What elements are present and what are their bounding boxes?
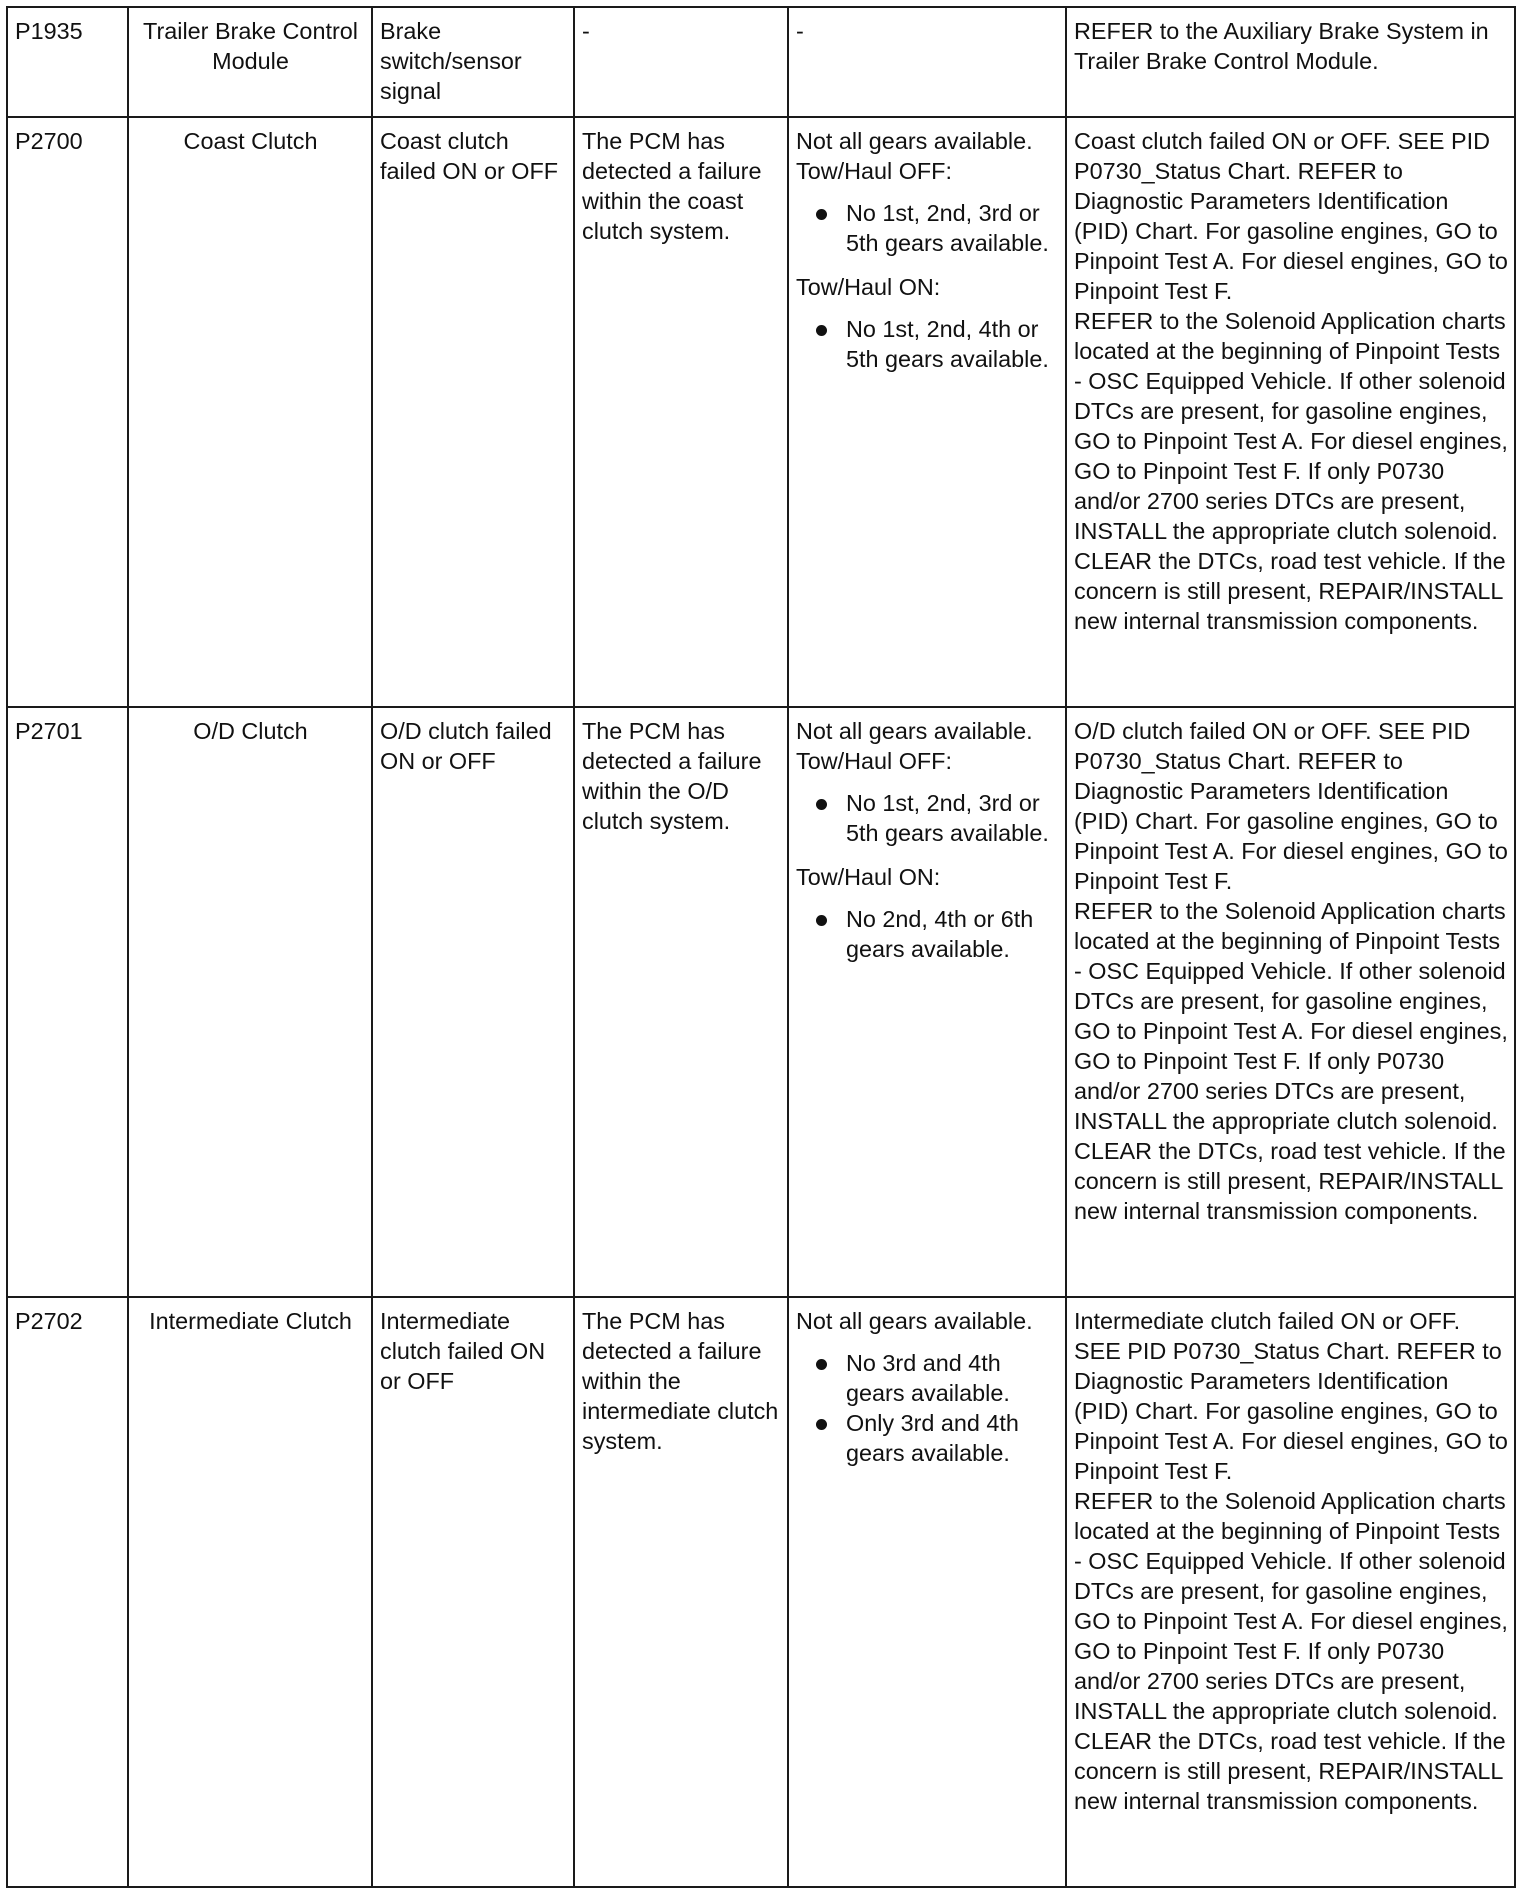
symptom-group-heading: Tow/Haul OFF: [796, 158, 952, 184]
bullet-dot-icon [816, 1359, 827, 1370]
action-paragraph: Coast clutch failed ON or OFF. SEE PID P0730_Status Chart. REFER to Diagnostic Parameters Identification (PID) Chart. For gasoline engines, GO to Pinpoint Test A. For diesel engines, GO to Pinpoint Test F. [1074, 128, 1508, 304]
condition-cell: The PCM has detected a failure within the coast clutch system. [574, 117, 788, 707]
symptom-text: Not all gears available. [796, 1308, 1033, 1334]
action-paragraph: REFER to the Auxiliary Brake System in Trailer Brake Control Module. [1074, 18, 1489, 74]
action-cell [1066, 7, 1515, 117]
table-row-p1935 [7, 7, 1515, 117]
dtc-table [6, 6, 1516, 1888]
symptom-bullet-list [796, 314, 1059, 374]
bullet-text: No 3rd and 4th gears available. [846, 1350, 1010, 1406]
symptom-bullet-list [796, 904, 1059, 964]
action-cell [1066, 1297, 1515, 1887]
list-item [796, 198, 1059, 258]
component-cell: Trailer Brake Control Module [128, 7, 372, 117]
action-paragraph: REFER to the Solenoid Application charts located at the beginning of Pinpoint Tests - OSC Equipped Vehicle. If other solenoid DTCs are present, for gasoline engines, GO to Pinpoint Test A. For diesel engines, GO to Pinpoint Test F. If only P0730 and/or 2700 series DTCs are present, INSTALL the appropriate clutch solenoid. CLEAR the DTCs, road test vehicle. If the concern is still present, REPAIR/INSTALL new internal transmission components. [1074, 898, 1508, 1224]
bullet-text: No 1st, 2nd, 3rd or 5th gears available. [846, 200, 1049, 256]
list-item [796, 1408, 1059, 1468]
description-cell: Intermediate clutch failed ON or OFF [372, 1297, 574, 1887]
list-item [796, 1348, 1059, 1408]
action-paragraph: REFER to the Solenoid Application charts located at the beginning of Pinpoint Tests - OSC Equipped Vehicle. If other solenoid DTCs are present, for gasoline engines, GO to Pinpoint Test A. For diesel engines, GO to Pinpoint Test F. If only P0730 and/or 2700 series DTCs are present, INSTALL the appropriate clutch solenoid. CLEAR the DTCs, road test vehicle. If the concern is still present, REPAIR/INSTALL new internal transmission components. [1074, 308, 1508, 634]
dtc-code-cell: P2701 [7, 707, 128, 1297]
symptom-cell [788, 1297, 1066, 1887]
dtc-code-cell: P1935 [7, 7, 128, 117]
action-cell [1066, 707, 1515, 1297]
bullet-dot-icon [816, 209, 827, 220]
bullet-dot-icon [816, 325, 827, 336]
component-cell: Intermediate Clutch [128, 1297, 372, 1887]
symptom-text: - [796, 18, 804, 44]
symptom-group-heading: Tow/Haul ON: [796, 864, 941, 890]
symptom-cell [788, 7, 1066, 117]
symptom-cell [788, 117, 1066, 707]
action-cell [1066, 117, 1515, 707]
bullet-text: No 1st, 2nd, 3rd or 5th gears available. [846, 790, 1049, 846]
symptom-group-heading: Tow/Haul ON: [796, 274, 941, 300]
condition-cell: The PCM has detected a failure within the intermediate clutch system. [574, 1297, 788, 1887]
symptom-bullet-list [796, 198, 1059, 258]
component-cell: Coast Clutch [128, 117, 372, 707]
condition-cell: The PCM has detected a failure within the O/D clutch system. [574, 707, 788, 1297]
bullet-text: No 1st, 2nd, 4th or 5th gears available. [846, 316, 1049, 372]
dtc-code-cell: P2700 [7, 117, 128, 707]
list-item [796, 314, 1059, 374]
action-paragraph: O/D clutch failed ON or OFF. SEE PID P0730_Status Chart. REFER to Diagnostic Parameters Identification (PID) Chart. For gasoline engines, GO to Pinpoint Test A. For diesel engines, GO to Pinpoint Test F. [1074, 718, 1508, 894]
action-paragraph: Intermediate clutch failed ON or OFF. SEE PID P0730_Status Chart. REFER to Diagnostic Parameters Identification (PID) Chart. For gasoline engines, GO to Pinpoint Test A. For diesel engines, GO to Pinpoint Test F. [1074, 1308, 1508, 1484]
symptom-text: Not all gears available. [796, 718, 1033, 744]
symptom-cell [788, 707, 1066, 1297]
action-paragraph: REFER to the Solenoid Application charts located at the beginning of Pinpoint Tests - OSC Equipped Vehicle. If other solenoid DTCs are present, for gasoline engines, GO to Pinpoint Test A. For diesel engines, GO to Pinpoint Test F. If only P0730 and/or 2700 series DTCs are present, INSTALL the appropriate clutch solenoid. CLEAR the DTCs, road test vehicle. If the concern is still present, REPAIR/INSTALL new internal transmission components. [1074, 1488, 1508, 1814]
component-cell: O/D Clutch [128, 707, 372, 1297]
bullet-dot-icon [816, 1419, 827, 1430]
table-row-p2700 [7, 117, 1515, 707]
table-row-p2701 [7, 707, 1515, 1297]
description-cell: Brake switch/sensor signal [372, 7, 574, 117]
bullet-dot-icon [816, 915, 827, 926]
symptom-group-heading: Tow/Haul OFF: [796, 748, 952, 774]
bullet-dot-icon [816, 799, 827, 810]
description-cell: Coast clutch failed ON or OFF [372, 117, 574, 707]
list-item [796, 904, 1059, 964]
symptom-bullet-list [796, 1348, 1059, 1468]
bullet-text: No 2nd, 4th or 6th gears available. [846, 906, 1034, 962]
description-cell: O/D clutch failed ON or OFF [372, 707, 574, 1297]
list-item [796, 788, 1059, 848]
symptom-text: Not all gears available. [796, 128, 1033, 154]
dtc-code-cell: P2702 [7, 1297, 128, 1887]
symptom-bullet-list [796, 788, 1059, 848]
bullet-text: Only 3rd and 4th gears available. [846, 1410, 1019, 1466]
table-row-p2702 [7, 1297, 1515, 1887]
condition-cell: - [574, 7, 788, 117]
